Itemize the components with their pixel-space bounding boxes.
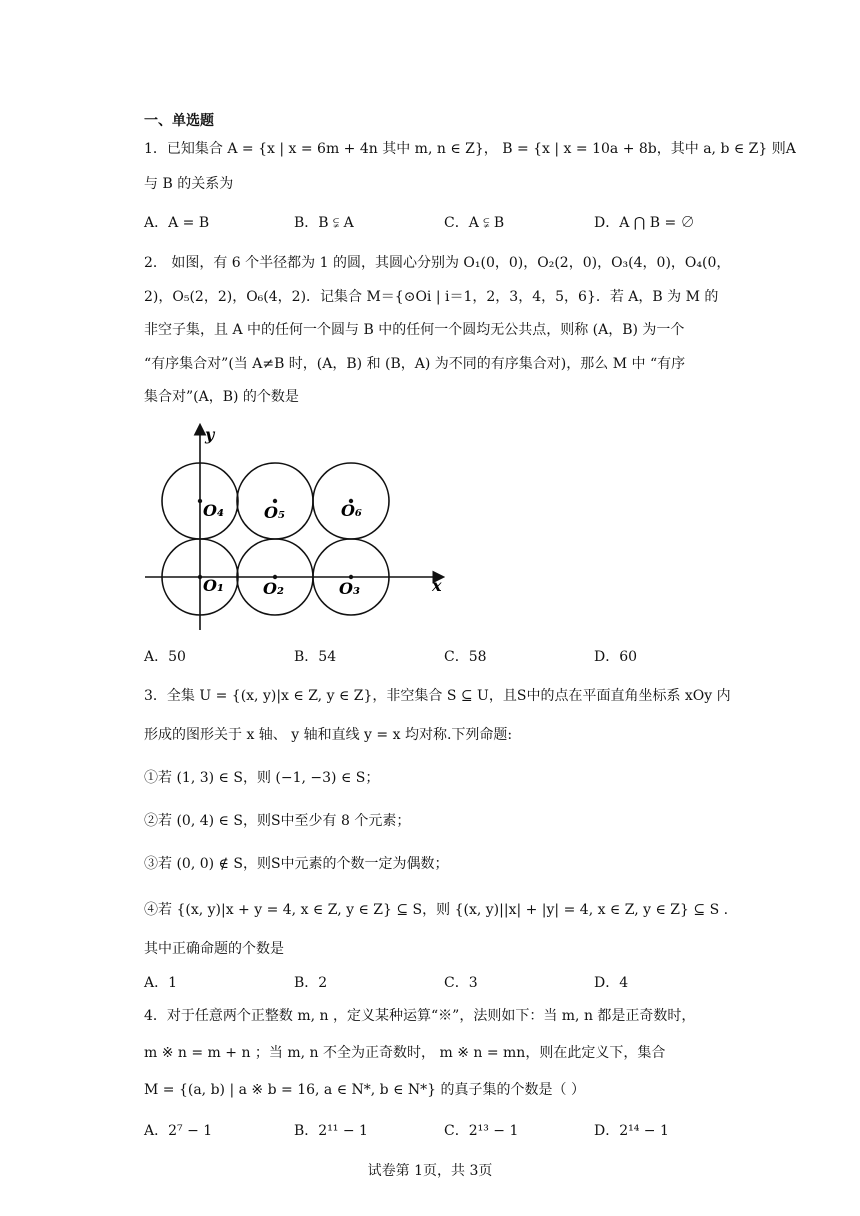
q4-stem-line1: 4．对于任意两个正整数 m, n ，定义某种运算“※”，法则如下：当 m, n 都是正奇数时， bbox=[144, 1008, 696, 1024]
q2-stem-line5: 集合对”(A，B) 的个数是 bbox=[144, 389, 299, 405]
q1-option-a: A．A = B bbox=[144, 215, 210, 231]
q4-option-a: A．2⁷ − 1 bbox=[144, 1123, 213, 1139]
q2-option-a: A．50 bbox=[144, 649, 186, 665]
q1-option-d: D．A ⋂ B = ∅ bbox=[594, 215, 695, 231]
q4-option-c: C．2¹³ − 1 bbox=[444, 1123, 519, 1139]
label-o5: O₅ bbox=[264, 503, 285, 522]
q2-stem-line2: 2)，O₅(2，2)，O₆(4，2)．记集合 M＝{⊙Oi | i＝1，2，3，4，5，6}．若 A，B 为 M 的 bbox=[144, 289, 719, 305]
section-title: 一、单选题 bbox=[144, 113, 214, 129]
q2-stem-line1: 2． 如图，有 6 个半径都为 1 的圆，其圆心分别为 O₁(0，0)，O₂(2，0)，O₃(4，0)，O₄(0， bbox=[144, 255, 731, 271]
q3-stem-line3: 其中正确命题的个数是 bbox=[144, 941, 284, 957]
label-o2: O₂ bbox=[263, 579, 284, 598]
q1-option-c: C．A ⫋ B bbox=[444, 215, 505, 231]
q1-stem-line2: 与 B 的关系为 bbox=[144, 176, 234, 192]
q3-stem-line1: 3．全集 U = {(x, y)|x ∈ Z, y ∈ Z}，非空集合 S ⊆ U，且S中的点在平面直角坐标系 xOy 内 bbox=[144, 688, 731, 704]
center-dot-o1 bbox=[198, 575, 202, 579]
q3-option-b: B．2 bbox=[294, 975, 328, 991]
q2-stem-line3: 非空子集，且 A 中的任何一个圆与 B 中的任何一个圆均无公共点，则称 (A，B) 为一个 bbox=[144, 322, 685, 338]
page-footer: 试卷第 1页，共 3页 bbox=[367, 1163, 493, 1179]
label-o1: O₁ bbox=[203, 576, 224, 595]
q2-option-d: D．60 bbox=[594, 649, 638, 665]
q1-option-b: B．B ⫋ A bbox=[294, 215, 354, 231]
q3-option-d: D．4 bbox=[594, 975, 629, 991]
q4-stem-line3: M = {(a, b) | a ※ b = 16, a ∈ N*, b ∈ N*} 的真子集的个数是（ ） bbox=[144, 1082, 585, 1098]
y-axis-label: y bbox=[205, 425, 215, 444]
label-o3: O₃ bbox=[339, 579, 360, 598]
q1-stem-line1: 1．已知集合 A = {x | x = 6m + 4n 其中 m, n ∈ Z}， B = {x | x = 10a + 8b，其中 a, b ∈ Z} 则A bbox=[144, 141, 796, 157]
q3-statement-4: ④若 {(x, y)|x + y = 4, x ∈ Z, y ∈ Z} ⊆ S，则 {(x, y)||x| + |y| = 4, x ∈ Z, y ∈ Z} ⊆ S . bbox=[144, 902, 729, 918]
x-axis-label: x bbox=[432, 576, 442, 595]
circles-figure bbox=[140, 418, 450, 633]
q3-stem-line2: 形成的图形关于 x 轴、 y 轴和直线 y = x 均对称.下列命题: bbox=[144, 727, 513, 743]
q4-option-d: D．2¹⁴ − 1 bbox=[594, 1123, 669, 1139]
q3-option-a: A．1 bbox=[144, 975, 178, 991]
q2-option-b: B．54 bbox=[294, 649, 337, 665]
center-dot-o4 bbox=[198, 499, 202, 503]
label-o4: O₄ bbox=[203, 501, 224, 520]
q3-option-c: C．3 bbox=[444, 975, 478, 991]
q2-stem-line4: “有序集合对”(当 A≠B 时，(A，B) 和 (B，A) 为不同的有序集合对)，那么 M 中 “有序 bbox=[144, 356, 686, 372]
q3-statement-3: ③若 (0, 0) ∉ S，则S中元素的个数一定为偶数； bbox=[144, 856, 449, 872]
q3-statement-1: ①若 (1, 3) ∈ S，则 (−1, −3) ∈ S； bbox=[144, 770, 380, 786]
q3-statement-2: ②若 (0, 4) ∈ S，则S中至少有 8 个元素； bbox=[144, 813, 411, 829]
label-o6: O₆ bbox=[341, 501, 362, 520]
q4-option-b: B．2¹¹ − 1 bbox=[294, 1123, 368, 1139]
q4-stem-line2: m ※ n = m + n ；当 m, n 不全为正奇数时， m ※ n = mn，则在此定义下，集合 bbox=[144, 1045, 666, 1061]
q2-option-c: C．58 bbox=[444, 649, 487, 665]
